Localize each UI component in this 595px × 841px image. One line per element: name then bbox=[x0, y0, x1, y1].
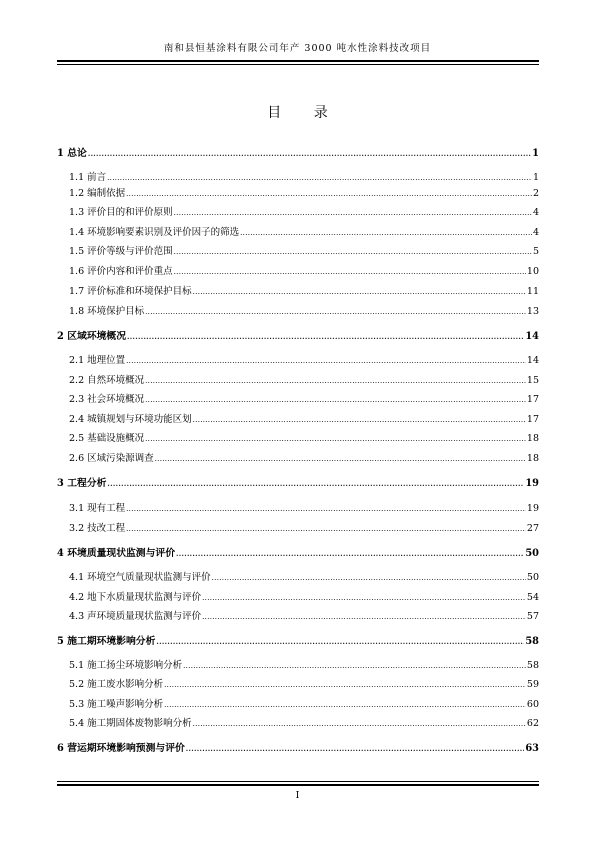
toc-entry-page: 18 bbox=[526, 453, 539, 464]
toc-dot-leader bbox=[240, 227, 532, 239]
toc-entry-page: 27 bbox=[526, 523, 539, 534]
toc-dot-leader bbox=[126, 503, 526, 515]
toc-entry-page: 15 bbox=[526, 375, 539, 386]
toc-entry-page: 54 bbox=[526, 592, 539, 603]
toc-entry-label: 1.1 前言 bbox=[69, 172, 107, 183]
toc-section-entry[interactable] bbox=[57, 572, 539, 584]
toc-section-entry[interactable] bbox=[57, 246, 539, 258]
toc-dot-leader bbox=[145, 394, 526, 406]
toc-chapter-entry[interactable] bbox=[57, 148, 539, 160]
toc-dot-leader bbox=[145, 433, 526, 445]
toc-chapter-entry[interactable] bbox=[57, 636, 539, 648]
toc-section-entry[interactable] bbox=[57, 660, 539, 672]
toc-entry-label: 5.3 施工噪声影响分析 bbox=[69, 699, 164, 710]
toc-dot-leader bbox=[212, 572, 526, 584]
toc-entry-page: 19 bbox=[525, 478, 539, 489]
toc-entry-page: 59 bbox=[526, 679, 539, 690]
toc-section-entry[interactable] bbox=[57, 306, 539, 318]
toc-entry-label: 1 总论 bbox=[57, 148, 87, 159]
toc-dot-leader bbox=[193, 286, 526, 298]
toc-dot-leader bbox=[183, 660, 526, 672]
toc-section-entry[interactable] bbox=[57, 679, 539, 691]
toc-entry-label: 4 环境质量现状监测与评价 bbox=[57, 548, 175, 559]
footer-rule bbox=[57, 781, 539, 786]
toc-section-entry[interactable] bbox=[57, 592, 539, 604]
toc-entry-page: 58 bbox=[526, 660, 539, 671]
toc-entry-page: 50 bbox=[526, 572, 539, 583]
toc-dot-leader bbox=[164, 699, 526, 711]
toc-entry-label: 5.4 施工期固体废物影响分析 bbox=[69, 718, 192, 729]
toc-entry-label: 5.2 施工废水影响分析 bbox=[69, 679, 164, 690]
toc-section-entry[interactable] bbox=[57, 611, 539, 623]
toc-dot-leader bbox=[202, 611, 526, 623]
toc-dot-leader bbox=[107, 172, 532, 184]
toc-entry-page: 17 bbox=[526, 394, 539, 405]
toc-entry-label: 2.5 基础设施概况 bbox=[69, 433, 145, 444]
toc-dot-leader bbox=[164, 679, 526, 691]
toc-entry-page: 18 bbox=[526, 433, 539, 444]
toc-dot-leader bbox=[126, 355, 526, 367]
toc-entry-page: 19 bbox=[526, 503, 539, 514]
toc-entry-page: 4 bbox=[532, 227, 539, 238]
toc-section-entry[interactable] bbox=[57, 188, 539, 200]
toc-entry-page: 57 bbox=[526, 611, 539, 622]
toc-chapter-entry[interactable] bbox=[57, 478, 539, 490]
toc-dot-leader bbox=[107, 478, 524, 490]
toc-section-entry[interactable] bbox=[57, 433, 539, 445]
toc-entry-label: 2.1 地理位置 bbox=[69, 355, 126, 366]
toc-dot-leader bbox=[126, 523, 526, 535]
toc-dot-leader bbox=[88, 148, 531, 160]
toc-entry-page: 17 bbox=[526, 414, 539, 425]
toc-dot-leader bbox=[156, 636, 524, 648]
toc-entry-page: 13 bbox=[526, 306, 539, 317]
toc-entry-label: 5 施工期环境影响分析 bbox=[57, 636, 156, 647]
toc-dot-leader bbox=[193, 414, 526, 426]
toc-entry-label: 4.1 环境空气质量现状监测与评价 bbox=[69, 572, 211, 583]
toc-entry-label: 2.2 自然环境概况 bbox=[69, 375, 145, 386]
toc-section-entry[interactable] bbox=[57, 718, 539, 730]
toc-section-entry[interactable] bbox=[57, 375, 539, 387]
toc-entry-page: 2 bbox=[532, 188, 539, 199]
toc-entry-page: 1 bbox=[532, 172, 539, 183]
toc-dot-leader bbox=[174, 246, 532, 258]
toc-entry-page: 14 bbox=[525, 331, 539, 342]
toc-section-entry[interactable] bbox=[57, 355, 539, 367]
header-rule bbox=[57, 60, 539, 65]
running-header: 南和县恒基涂料有限公司年产 3000 吨水性涂料技改项目 bbox=[163, 43, 432, 54]
toc-entry-label: 3 工程分析 bbox=[57, 478, 107, 489]
toc-entry-label: 5.1 施工扬尘环境影响分析 bbox=[69, 660, 183, 671]
toc-entry-page: 62 bbox=[526, 718, 539, 729]
toc-entry-page: 1 bbox=[532, 148, 539, 159]
toc-entry-label: 6 营运期环境影响预测与评价 bbox=[57, 743, 185, 754]
toc-section-entry[interactable] bbox=[57, 699, 539, 711]
toc-section-entry[interactable] bbox=[57, 207, 539, 219]
toc-entry-page: 14 bbox=[526, 355, 539, 366]
toc-title: 目 录 bbox=[267, 105, 342, 121]
page-number: I bbox=[295, 790, 300, 801]
toc-entry-label: 2.3 社会环境概况 bbox=[69, 394, 145, 405]
toc-entry-label: 1.6 评价内容和评价重点 bbox=[69, 266, 173, 277]
toc-entry-label: 3.2 技改工程 bbox=[69, 523, 126, 534]
toc-section-entry[interactable] bbox=[57, 286, 539, 298]
toc-entry-label: 1.2 编制依据 bbox=[69, 188, 126, 199]
toc-chapter-entry[interactable] bbox=[57, 331, 539, 343]
toc-dot-leader bbox=[145, 375, 526, 387]
toc-entry-label: 2.4 城镇规划与环境功能区划 bbox=[69, 414, 192, 425]
toc-entry-page: 5 bbox=[532, 246, 539, 257]
toc-entry-page: 4 bbox=[532, 207, 539, 218]
toc-section-entry[interactable] bbox=[57, 172, 539, 184]
toc-entry-page: 10 bbox=[526, 266, 539, 277]
toc-dot-leader bbox=[174, 266, 526, 278]
toc-entry-label: 1.8 环境保护目标 bbox=[69, 306, 145, 317]
toc-entry-page: 11 bbox=[526, 286, 539, 297]
toc-dot-leader bbox=[186, 743, 525, 755]
toc-section-entry[interactable] bbox=[57, 523, 539, 535]
toc-entry-label: 2.6 区域污染源调查 bbox=[69, 453, 154, 464]
toc-dot-leader bbox=[145, 306, 526, 318]
toc-dot-leader bbox=[202, 592, 526, 604]
toc-entry-label: 1.4 环境影响要素识别及评价因子的筛选 bbox=[69, 227, 240, 238]
toc-entry-label: 3.1 现有工程 bbox=[69, 503, 126, 514]
toc-entry-page: 58 bbox=[525, 636, 539, 647]
toc-entry-label: 1.3 评价目的和评价原则 bbox=[69, 207, 173, 218]
toc-entry-label: 1.5 评价等级与评价范围 bbox=[69, 246, 173, 257]
toc-dot-leader bbox=[193, 718, 526, 730]
toc-entry-page: 60 bbox=[526, 699, 539, 710]
toc-entry-label: 4.2 地下水质量现状监测与评价 bbox=[69, 592, 202, 603]
toc-dot-leader bbox=[174, 207, 532, 219]
toc-entry-label: 2 区域环境概况 bbox=[57, 331, 127, 342]
toc-chapter-entry[interactable] bbox=[57, 548, 539, 560]
toc-entry-page: 50 bbox=[525, 548, 539, 559]
toc-section-entry[interactable] bbox=[57, 503, 539, 515]
toc-section-entry[interactable] bbox=[57, 414, 539, 426]
toc-dot-leader bbox=[127, 331, 524, 343]
toc-entry-page: 63 bbox=[525, 743, 539, 754]
toc-section-entry[interactable] bbox=[57, 453, 539, 465]
toc-section-entry[interactable] bbox=[57, 266, 539, 278]
toc-dot-leader bbox=[176, 548, 524, 560]
toc-dot-leader bbox=[155, 453, 526, 465]
toc-section-entry[interactable] bbox=[57, 227, 539, 239]
toc-chapter-entry[interactable] bbox=[57, 743, 539, 755]
toc-dot-leader bbox=[126, 188, 532, 200]
toc-section-entry[interactable] bbox=[57, 394, 539, 406]
toc-entry-label: 4.3 声环境质量现状监测与评价 bbox=[69, 611, 202, 622]
toc-entry-label: 1.7 评价标准和环境保护目标 bbox=[69, 286, 192, 297]
